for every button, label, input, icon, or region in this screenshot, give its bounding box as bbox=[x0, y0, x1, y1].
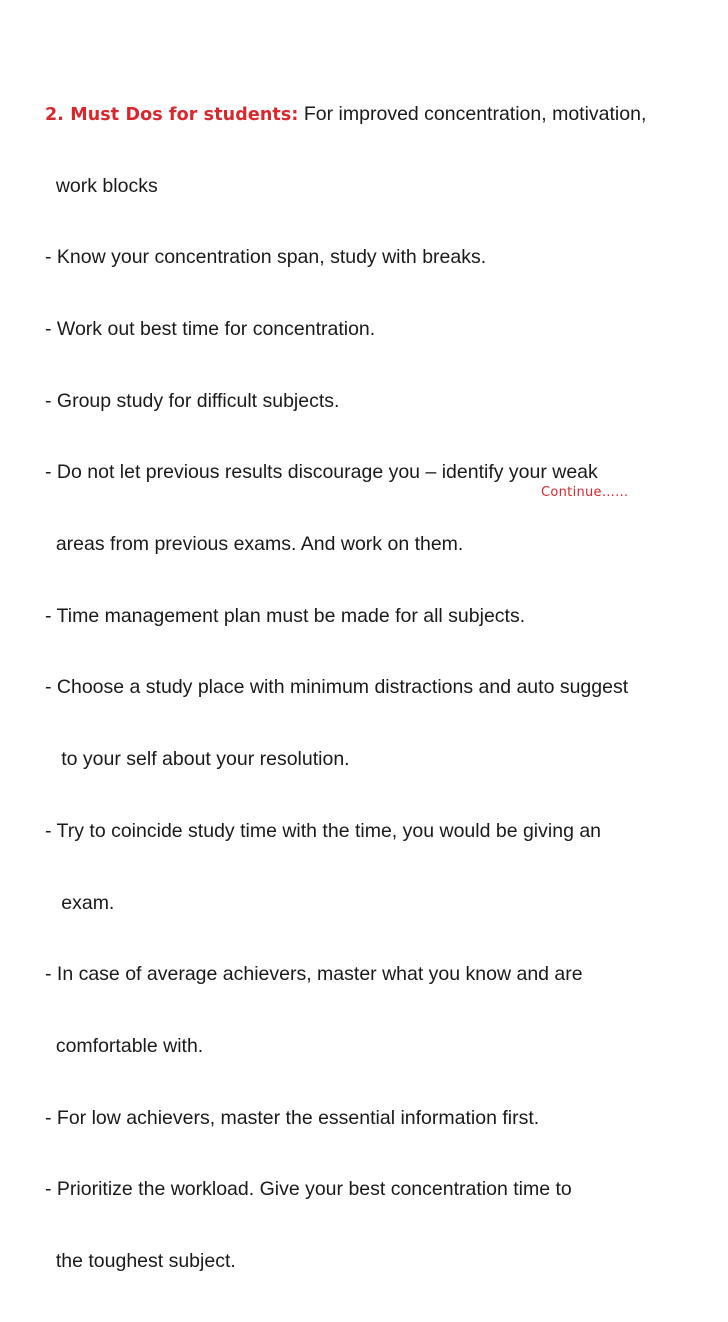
text-line-8: - Time management plan must be made for all subjects. bbox=[45, 604, 526, 627]
slide-body bbox=[45, 55, 715, 1322]
text-line-4: - Work out best time for concentration. bbox=[45, 317, 376, 340]
text-line-10: to your self about your resolution. bbox=[45, 748, 350, 771]
text-line-1 bbox=[45, 103, 715, 127]
text-line-6: - Do not let previous results discourage you – identify your weak bbox=[45, 461, 598, 484]
text-line-9: - Choose a study place with minimum distractions and auto suggest bbox=[45, 676, 629, 699]
text-line-14: comfortable with. bbox=[45, 1034, 204, 1057]
text-line-16: - Prioritize the workload. Give your best concentration time to bbox=[45, 1178, 572, 1201]
heading-continuation: For improved concentration, motivation, bbox=[298, 102, 647, 125]
text-line-13: - In case of average achievers, master what you know and are bbox=[45, 963, 583, 986]
text-line-12: exam. bbox=[45, 891, 115, 914]
continue-link[interactable]: Continue…… bbox=[541, 485, 629, 500]
text-line-2: work blocks bbox=[45, 174, 158, 197]
section-heading: 2. Must Dos for students: bbox=[45, 104, 299, 125]
text-line-15: - For low achievers, master the essential information first. bbox=[45, 1106, 540, 1129]
text-line-11: - Try to coincide study time with the time, you would be giving an bbox=[45, 819, 602, 842]
text-line-17: the toughest subject. bbox=[45, 1250, 236, 1273]
text-line-7: areas from previous exams. And work on them. bbox=[45, 533, 464, 556]
text-line-3: - Know your concentration span, study with breaks. bbox=[45, 246, 487, 269]
text-line-5: - Group study for difficult subjects. bbox=[45, 389, 340, 412]
